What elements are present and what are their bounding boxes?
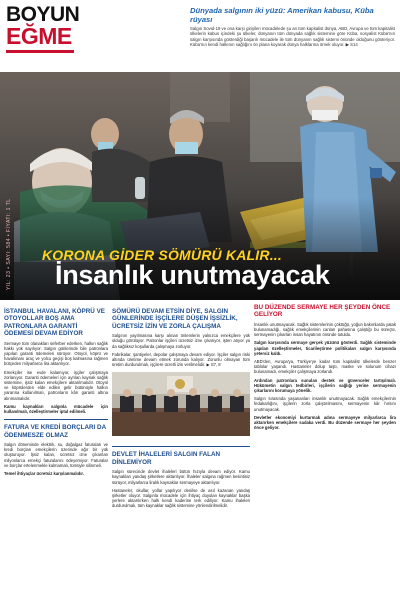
- article-paragraph: Fabrikalar, şantiyeler, depolar çalışmaya devam ediyor. İşçiler salgın riski altında üretime devam etmek zorunda kalıyor. Zorunlu olmayan tüm üretim durdurulmalı, işçilere ücretli izin verilmelidir. ▶ S7, 8: [112, 351, 250, 368]
- middle-column: [112, 300, 250, 600]
- teaser-headline: Dünyada salgının iki yüzü: Amerikan kabusu, Küba rüyası: [190, 6, 374, 24]
- article-paragraph: Sermaye tüm olanakları seferber ederken, halkın sağlık hakkı yok sayılıyor. Salgın günlerinde bile patronlara yapılan garanti ödemeleri sürüyor. Otoyol, köprü ve havalimanı araç ve yolcu geçişi boş kalmasına rağmen bütçeden milyarlarca lira aktarılıyor.: [4, 340, 108, 367]
- article-paragraph: Kamu kaynakları salgınla mücadele için kullanılmalı, özelleştirmeler iptal edilmeli.: [4, 403, 108, 415]
- article-paragraph: Salgın karşısında sermaye gerçek yüzünü gösterdi. Sağlık sisteminde yapılan özelleştirmeler, ticarileştirme politikaları salgın karşısında yetersiz kaldı.: [254, 340, 396, 356]
- logo-line-1: BOYUN: [6, 3, 80, 26]
- side-strip: [0, 72, 14, 300]
- article-paragraph: Salgın sürecinde devlet ihaleleri bütün hızıyla devam ediyor. Kamu kaynakları yandaş şirketlere aktarılıyor. İhaleler salgına rağmen kesintisiz sürüyor, milyarlarca liralık kaynaklar sermayeye aktarılıyor.: [112, 469, 250, 485]
- article-paragraph: Devletler ekonomiyi kurtarmak adına sermayeye milyarlarca lira aktarırken emekçilere sadaka verdi. Bu düzende sermaye her şeyden önce geliyor.: [254, 414, 396, 431]
- right-column: [254, 300, 396, 600]
- teaser: [190, 6, 395, 47]
- article-paragraph: Salgın sırasında yaşananları insanlık unutmayacak. Sağlık emekçilerinin fedakarlığını, işçilerin zorla çalıştırılmasını, sermayenin kâr hırsını unutmayacak.: [254, 396, 396, 412]
- article-heading-exploitation: SÖMÜRÜ DEVAM ETSİN DİYE, SALGIN GÜNLERİNDE İŞÇİLERE DÜŞEN İŞSİZLİK, ÜCRETSİZ İZİN VE ZORLA ÇALIŞMA: [112, 308, 238, 330]
- divider: [4, 419, 108, 420]
- hero-subhead: KORONA GİDER SÖMÜRÜ KALIR...: [42, 247, 282, 263]
- left-column: [4, 300, 108, 600]
- article-paragraph: Temel ihtiyaçlar ücretsiz karşılanmalıdır.: [4, 471, 84, 477]
- article-paragraph: ABD'den, Avrupa'ya, Türkiye'ye kadar tüm kapitalist ülkelerde benzer tablolar yaşandı. Hastaneler dolup taştı, maske ve solunum cihazı bulunamadı, emekçiler çalışmaya zorlandı.: [254, 359, 396, 375]
- article-heading-airport: İSTANBUL HAVALANI, KÖPRÜ VE OTOYOLLAR BOŞ AMA PATRONLARA GARANTİ ÖDEMESİ DEVAM EDİYOR: [4, 308, 105, 338]
- logo-bar: [6, 50, 74, 53]
- article-paragraph: Ardından patronlara sunulan destek ve güvenceler tartışılmalı. Hükümetin salgın tedbirleri, işçilerin sağlığı yerine sermayenin çıkarlarını korumaya yönelik.: [254, 377, 396, 394]
- article-heading-bills: FATURA VE KREDİ BORÇLARI DA ÖDENMESZE OLMAZ: [4, 424, 106, 439]
- logo-line-2: EĞME: [6, 23, 72, 49]
- meeting-photo: [112, 372, 250, 436]
- article-paragraph: Salgın döneminde elektrik, su, doğalgaz faturaları ve kredi borçları emekçilerin üzerinde ağır bir yük oluşturuyor. İşsiz kalan, ücretsiz izne çıkarılan milyonlarca emekçi faturalarını ödeyemiyor. Faturalar ve borçlar ertelenmekle kalmamalı, tümüyle silinmeli.: [4, 442, 108, 468]
- masthead: [0, 0, 400, 72]
- hero-headline: İnsanlık unutmayacak: [55, 260, 330, 290]
- article-heading-capital: BU DÜZENDE SERMAYE HER ŞEYDEN ÖNCE GELİYOR: [254, 304, 391, 319]
- teaser-body: Salgın Sovid-19 ve ona karşı girişilen mücadelede şu an tüm kapitalist dünya, ABD, Avrupa ve tüm kapitalist ülkelerin kabus içindeki şu ülkeler, dünyanın tüm dünyada sağlık sistemine göre Küba, sosyalist Küba'nın salgın karşısında gösterdiği başarılı mücadele ile tüm dünyanın sağlık sistemi önünde olduğunu gösteriyor. Küba'nın kendi halkının sağlığını ön plana koyarak dünya halklarına örnek oluyor. ▶ S14: [190, 26, 395, 47]
- issue-info: YIL: 23 • SAYI: 584 • FİYATI: 1 TL: [6, 198, 12, 290]
- article-paragraph: Salgının yayılmasına karşı alınan önlemlerin yalnızca emekçilere yük olduğu görülüyor. Patronlar işçileri ücretsiz izne çıkarıyor, işten atıyor ya da sağlıksız koşullarda çalışmaya zorluyor.: [112, 333, 250, 349]
- newspaper-logo: [6, 3, 80, 62]
- divider: [112, 446, 250, 447]
- article-heading-tenders: DEVLET İHALELERİ SALGIN FALAN DİNLEMİYOR: [112, 451, 221, 466]
- article-paragraph: İnsanlık unutmayacak. Sağlık sistemlerinin çöktüğü, yoğun bakımlarda yatak bulunamadığı, sağlık emekçilerinin canları pahasına çalıştığı bu süreçte, sermayenin çıkarları insan hayatının önünde tutuldu.: [254, 321, 396, 338]
- article-paragraph: Hastaneler, okullar, yollar yapılıyor denilse de asıl kazanan yandaş şirketler oluyor. Salgınla mücadele için ihtiyaç duyulan kaynaklar başka yerlere aktarılırken halk kendi kaderine terk ediliyor. Kamu ihaleleri durdurulmalı, tüm kaynaklar sağlık sistemine yönlendirilmelidir.: [112, 487, 250, 509]
- article-paragraph: Emekçiler ise evde kalamıyor, işçiler çalışmaya zorlanıyor. Garanti ödemeleri için ayrılan kaynak sağlık sistemine, işsiz kalan emekçilere aktarılmalıdır. Otoyol ve köprülerden elde edilen gelir bütünüyle halkın yararına kullanılmalı, patronların kârı garanti altına alınmamalıdır.: [4, 369, 108, 401]
